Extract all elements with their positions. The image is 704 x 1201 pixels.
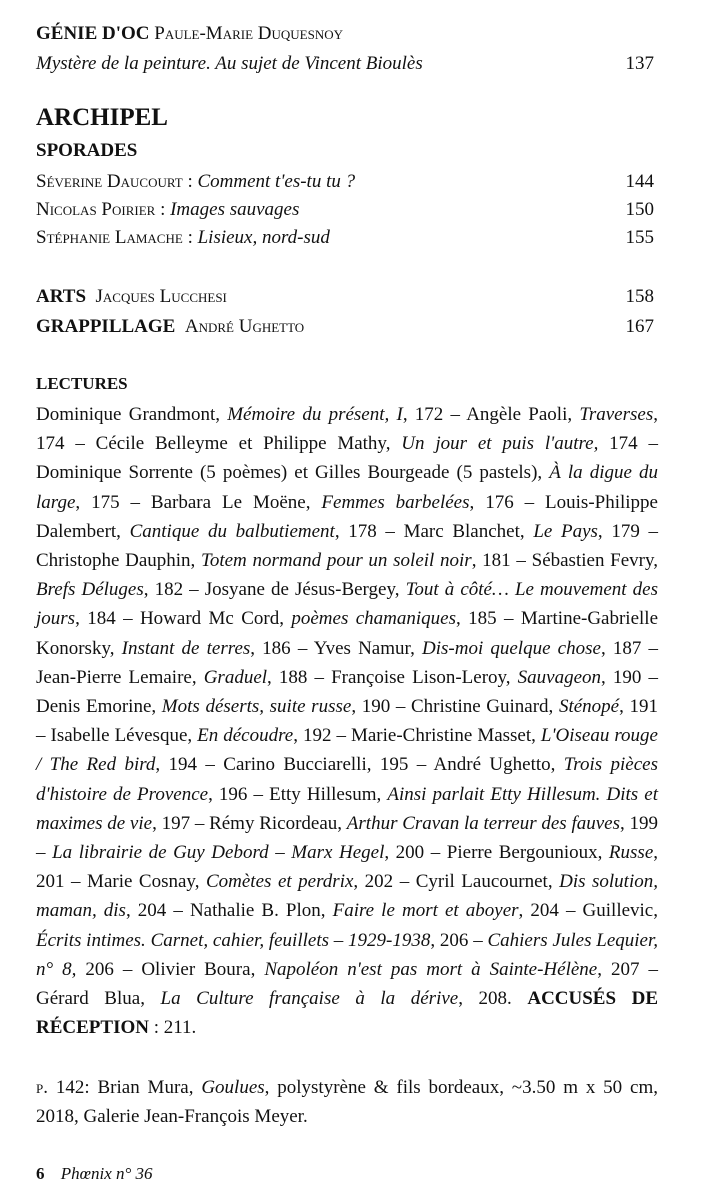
cited-title: Sténopé [558,696,620,718]
journal-name: Phœnix n° 36 [60,1164,153,1183]
text-run: , 208. [458,988,528,1010]
cited-title: Dis-moi quelque chose [422,637,601,659]
text-run: , 206 – [430,929,488,951]
text-run: , 176 – Louis-Philippe Dalembert, [36,491,658,542]
text-run: , 200 – Pierre Bergounioux, [384,842,609,864]
text-run: , 179 – Christophe Dauphin, [36,520,659,572]
author-name: Jacques Lucchesi [95,286,227,307]
page-number: 158 [625,286,654,307]
cited-title: La Culture française à la dérive [160,988,459,1010]
page-number: 155 [625,227,654,248]
cited-title: Instant de terres [121,637,251,659]
author-name: Stéphanie Lamache [36,227,183,248]
section-heading: ARCHIPEL [36,104,168,131]
cited-title: Écrits intimes. Carnet, cahier, feuillets – 1929-1938 [36,929,431,951]
text-run: , 175 – Barbara Le Moëne, [75,491,322,513]
lectures-paragraph [36,400,658,1042]
cited-title: Trois pièces d'histoire de Provence [36,754,658,805]
article-title: Lisieux, nord-sud [197,227,330,248]
cited-title: En découdre [197,725,294,747]
text-run: , 194 – Carino Bucciarelli, 195 – André Ughetto, [155,754,564,776]
page-number: 144 [625,171,654,192]
text-run: , 190 – Denis Emorine, [36,666,659,718]
text-run: , 204 – Guillevic, [518,900,658,922]
cited-title: Sauvageon [517,666,602,688]
text-run: 206 – Olivier Boura, [76,958,265,980]
subsection-heading: SPORADES [36,140,138,161]
cited-title: Mémoire du présent, I [227,404,403,425]
cited-title: Cantique du balbutiement [129,520,335,542]
note-label: p. 142 [36,1077,85,1098]
cited-title: Totem normand pour un soleil noir [201,550,472,572]
cited-title: À la digue du large [36,462,658,513]
cited-title: Napoléon n'est pas mort à Sainte-Hélène [264,958,598,980]
page-footer [36,1164,153,1184]
cited-title: L'Oiseau rouge / The Red bird [36,725,658,776]
text-run: , 184 – Howard Mc Cord, [75,608,292,630]
toc-entry [36,226,654,250]
cited-title: Le Pays [533,520,598,542]
text-run: , 202 – Cyril Laucournet, [353,871,560,893]
genie-doc-title-row [36,52,654,76]
cited-title: La librairie de Guy Debord – Marx Hegel [52,842,385,864]
page-number: 167 [625,316,654,337]
article-title: Images sauvages [170,199,300,220]
rubric-label: GRAPPILLAGE [36,316,176,337]
grappillage-entry [36,315,654,339]
text-run: , 182 – Josyane de Jésus-Bergey, [143,579,406,601]
text-run: : 211. [148,1017,197,1039]
article-title: Mystère de la peinture. Au sujet de Vincent Bioulès [36,53,423,74]
text-run: , 196 – Etty Hillesum, [208,783,388,805]
cited-title: Dis solution, maman, dis [36,871,658,922]
text-run: , 201 – Marie Cosnay, [36,842,658,893]
text-run: Dominique Grandmont, [36,404,228,425]
text-run: , 187 – Jean-Pierre Lemaire, [36,637,658,688]
cited-title: Tout à côté… Le mouvement des jours [36,579,658,630]
text-run: , 204 – Nathalie B. Plon, [125,900,333,922]
text-run: , 199 – [36,812,659,864]
cited-title: Graduel [203,666,268,688]
text-run: , 190 – Christine Guinard, [351,696,559,718]
page-number: 137 [625,53,654,74]
text-run: , 188 – Françoise Lison-Leroy, [267,666,518,688]
text-run: , 174 – Cécile Belleyme et Philippe Mathy, [36,404,658,455]
article-title: Comment t'es-tu tu ? [197,171,356,192]
text-run: , 207 – Gérard Blua, [36,958,658,1010]
rubric-label: GÉNIE D'OC [36,23,150,44]
cited-title: Mots déserts, suite russe [161,696,352,718]
separator: : [155,199,171,220]
cited-title: Femmes barbelées [321,491,470,513]
text-run: , polystyrène & fils bordeaux, ~3.50 m x 50 cm, 2018, Galerie Jean-François Meyer. [36,1077,658,1127]
text-run: , 186 – Yves Namur, [250,637,422,659]
illustration-note [36,1073,658,1131]
page-number: 150 [625,199,654,220]
toc-entry [36,170,654,194]
page-number: 6 [36,1164,45,1183]
text-run: , 181 – Sébastien Fevry, [471,550,658,572]
cited-title: poèmes chamaniques [291,608,456,630]
text-run: , 172 – Angèle Paoli, [402,404,580,425]
cited-title: Faire le mort et aboyer [332,900,519,922]
separator: : [182,171,198,192]
author-name: André Ughetto [184,316,305,337]
cited-title: Ainsi parlait Etty Hillesum. Dits et maximes de vie [36,783,658,834]
cited-title: Brefs Déluges [36,579,144,601]
rubric-label: ARTS [36,286,87,307]
text-run: , 178 – Marc Blanchet, [334,520,534,542]
cited-title: Russe [608,842,654,864]
separator: : [182,227,198,248]
genie-doc-entry [36,22,654,46]
cited-title: Cahiers Jules Lequier, n° 8, [36,929,659,980]
text-run: , 185 – Martine-Gabrielle Konorsky, [36,608,659,659]
text-run: , 192 – Marie-Christine Masset, [293,725,541,747]
text-run: : Brian Mura, [84,1077,202,1098]
cited-title: Comètes et perdrix [205,871,354,893]
lectures-heading: LECTURES [36,374,128,393]
text-run: , 197 – Rémy Ricordeau, [152,812,347,834]
cited-title: Goulues [201,1077,265,1098]
cited-title: Traverses [579,404,654,425]
rubric-label: ACCUSÉS DE RÉCEPTION [36,988,658,1039]
toc-entry [36,198,654,222]
cited-title: Un jour et puis l'autre, [401,433,599,455]
text-run: 174 – Dominique Sorrente (5 poèmes) et Gilles Bourgeade (5 pastels), [36,433,659,484]
cited-title: Arthur Cravan la terreur des fauves [346,812,620,834]
author-name: Paule-Marie Duquesnoy [154,23,343,44]
text-run: , 191 – Isabelle Lévesque, [36,696,659,747]
author-name: Séverine Daucourt [36,171,183,192]
author-name: Nicolas Poirier [36,199,156,220]
arts-entry [36,285,654,309]
